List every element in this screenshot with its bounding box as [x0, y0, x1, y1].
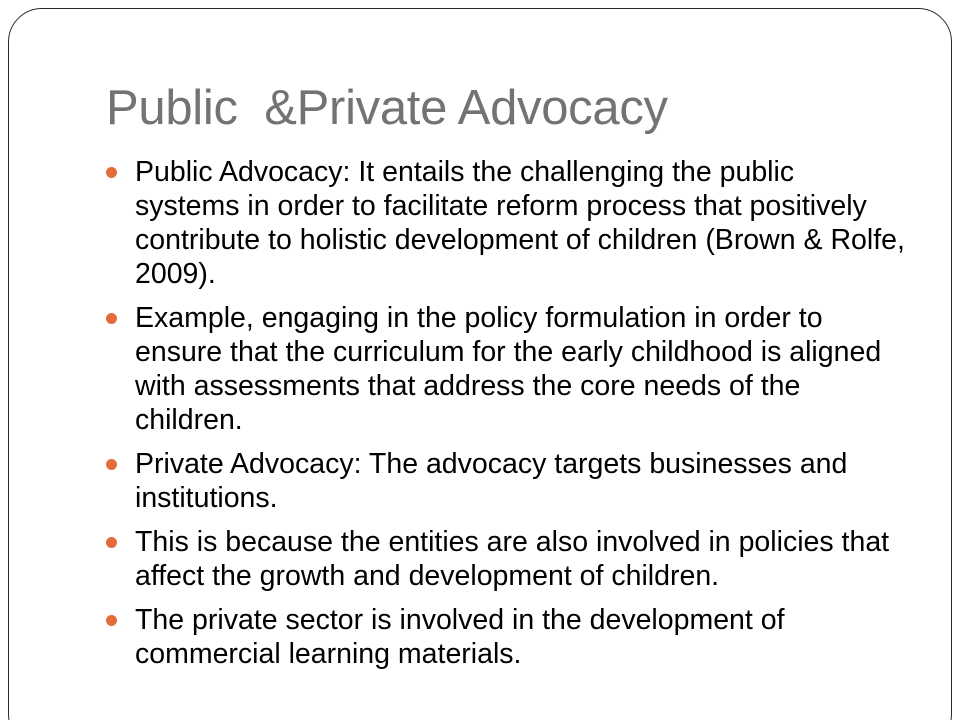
slide-title: Public &Private Advocacy: [106, 81, 668, 135]
bullet-item: [106, 155, 906, 291]
bullet-text: The private sector is involved in the development of commercial learning materials.: [135, 604, 785, 670]
bullet-item: [106, 301, 906, 437]
bullet-text: Private Advocacy: The advocacy targets businesses and institutions.: [135, 448, 848, 514]
bullet-dot-icon: [106, 615, 117, 626]
bullet-text: This is because the entities are also involved in policies that affect the growth and development of children.: [135, 526, 890, 592]
bullet-item: [106, 525, 906, 593]
bullet-dot-icon: [106, 313, 117, 324]
bullet-item: [106, 603, 906, 671]
bullet-dot-icon: [106, 459, 117, 470]
bullet-text: Public Advocacy: It entails the challenging the public systems in order to facilitate reform process that positively contribute to holistic development of children (Brown & Rolfe, 2009).: [135, 156, 905, 290]
bullet-item: [106, 447, 906, 515]
bullet-text: Example, engaging in the policy formulation in order to ensure that the curriculum for the early childhood is aligned with assessments that address the core needs of the children.: [135, 302, 882, 436]
bullet-dot-icon: [106, 167, 117, 178]
bullet-dot-icon: [106, 537, 117, 548]
bullet-list: [106, 155, 906, 681]
